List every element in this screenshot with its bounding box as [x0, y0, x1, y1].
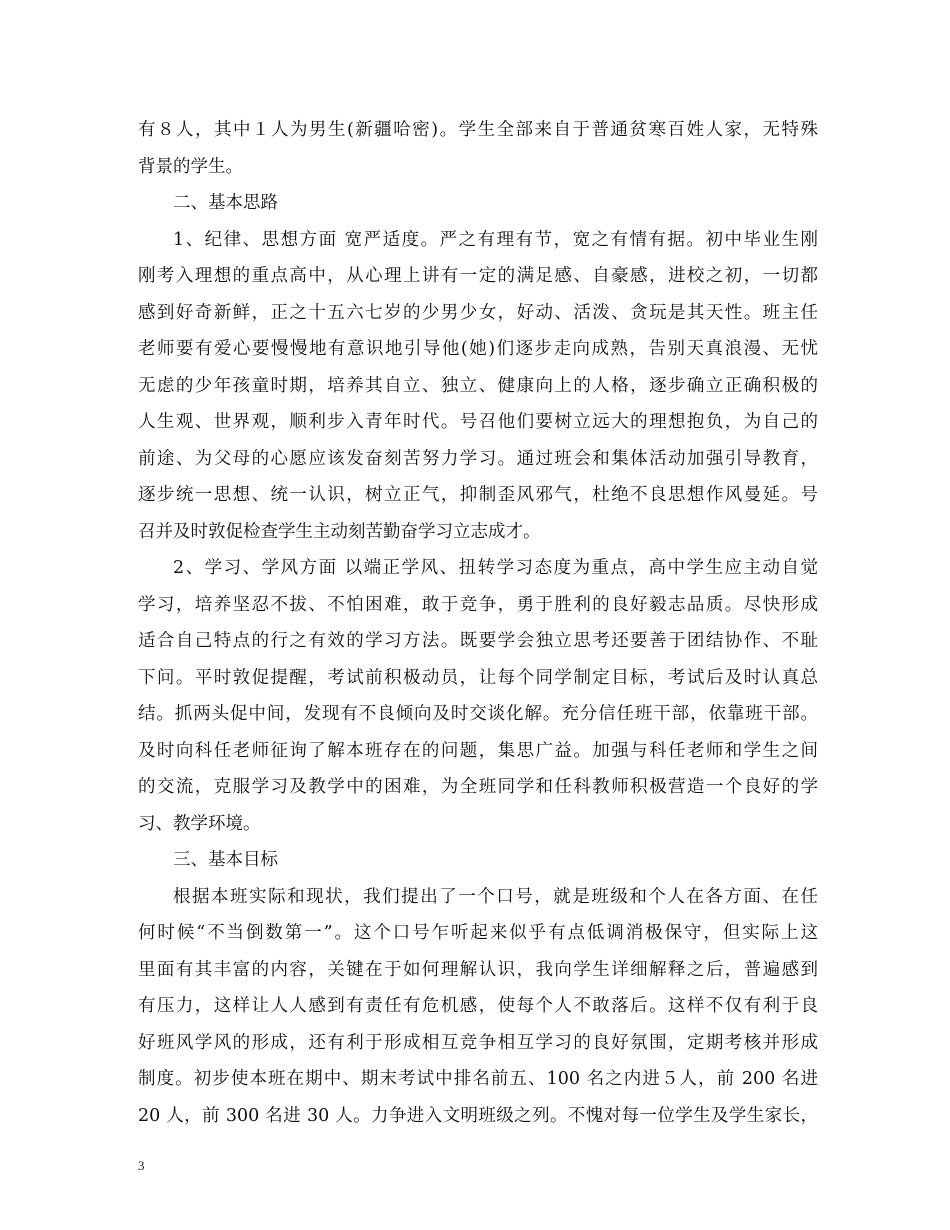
text-line: 及时向科任老师征询了解本班存在的问题，集思广益。加强与科任老师和学生之间: [138, 740, 818, 761]
text-line: 下问。平时敦促提醒，考试前积极动员，让每个同学制定目标，考试后及时认真总: [138, 667, 818, 688]
text-line: 根据本班实际和现状，我们提出了一个口号，就是班级和个人在各方面、在任: [173, 886, 818, 907]
text-line: 三、基本目标: [173, 850, 278, 870]
text-line: 有８人，其中１人为男生(新疆哈密)。学生全部来自于普通贫寒百姓人家，无特殊: [138, 120, 818, 140]
text-line: 好班风学风的形成，还有利于形成相互竞争相互学习的良好氛围，定期考核并形成: [138, 1032, 818, 1053]
text-line: 1、纪律、思想方面 宽严适度。严之有理有节，宽之有情有据。初中毕业生刚: [173, 229, 818, 250]
text-line: 刚考入理想的重点高中，从心理上讲有一定的满足感、自豪感，进校之初，一切都: [138, 266, 818, 286]
text-line: 二、基本思路: [173, 193, 278, 213]
text-line: 学习，培养坚忍不拔、不怕困难，敢于竞争，勇于胜利的良好毅志品质。尽快形成: [138, 594, 818, 615]
text-line: 习、教学环境。: [138, 813, 261, 834]
text-line: 20 人，前 300 名进 30 人。力争进入文明班级之列。不愧对每一位学生及学生家长，: [138, 1105, 818, 1126]
text-line: 的交流，克服学习及教学中的困难，为全班同学和任科教师积极营造一个良好的学: [138, 777, 818, 797]
document-body: [138, 112, 818, 1134]
text-line: 感到好奇新鲜，正之十五六七岁的少男少女，好动、活泼、贪玩是其天性。班主任: [138, 302, 818, 323]
text-line: 无虑的少年孩童时期，培养其自立、独立、健康向上的人格，逐步确立正确积极的: [138, 375, 818, 396]
text-line: 背景的学生。: [138, 156, 243, 177]
text-line: 适合自己特点的行之有效的学习方法。既要学会独立思考还要善于团结协作、不耻: [138, 631, 818, 651]
text-line: 老师要有爱心要慢慢地有意识地引导他(她)们逐步走向成熟，告别天真浪漫、无忧: [138, 339, 818, 359]
text-line: 人生观、世界观，顺利步入青年时代。号召他们要树立远大的理想抱负，为自己的: [138, 412, 818, 432]
text-line: 有压力，这样让人人感到有责任有危机感，使每个人不敢落后。这样不仅有利于良: [138, 996, 818, 1016]
text-line: 逐步统一思想、统一认识，树立正气，抑制歪风邪气，杜绝不良思想作风曼延。号: [138, 485, 818, 505]
text-line: 召并及时敦促检查学生主动刻苦勤奋学习立志成才。: [138, 521, 541, 542]
text-line: 制度。初步使本班在期中、期末考试中排名前五、100 名之内进５人，前 200 名进: [138, 1069, 818, 1089]
text-line: 结。抓两头促中间，发现有不良倾向及时交谈化解。充分信任班干部，依靠班干部。: [138, 704, 818, 724]
text-line: 前途、为父母的心愿应该发奋刻苦努力学习。通过班会和集体活动加强引导教育，: [138, 448, 818, 469]
text-line: 里面有其丰富的内容，关键在于如何理解认识，我向学生详细解释之后，普遍感到: [138, 959, 818, 980]
text-line: 何时候“不当倒数第一”。这个口号乍听起来似乎有点低调消极保守，但实际上这: [138, 923, 818, 943]
page-number: 3: [138, 1158, 145, 1173]
text-line: 2、学习、学风方面 以端正学风、扭转学习态度为重点，高中学生应主动自觉: [173, 558, 818, 578]
